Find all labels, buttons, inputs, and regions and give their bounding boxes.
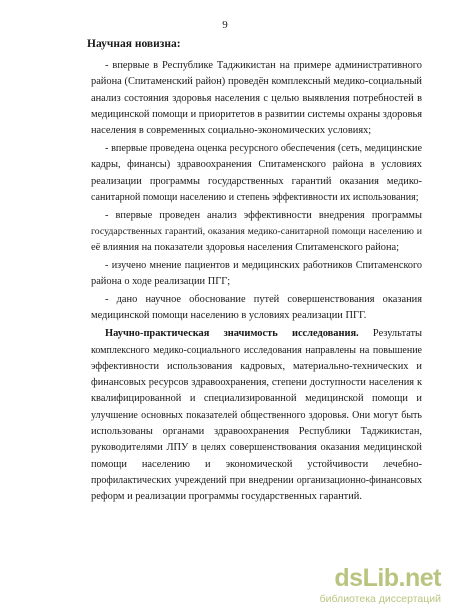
watermark — [301, 564, 441, 610]
document-body — [91, 58, 422, 506]
text-line: - изучено мнение пациентов и медицинских работников Спитаменского — [105, 260, 422, 272]
text-line: профилактических учреждений при внедрении организационно-финансовых — [91, 474, 422, 486]
text-line: реформ и реализации программы государственных гарантий. — [91, 491, 362, 503]
text-line: государственных гарантий, оказания медико-санитарной помощи населению и — [91, 225, 422, 237]
text-line: района (Спитаменский район) проведён комплексный медико-социальный — [91, 76, 422, 88]
text-line: эффективности использования кадровых, материально-технических и — [91, 360, 422, 372]
text-line: населения в современных социально-экономических условиях; — [91, 125, 372, 137]
practical-heading: Научно-практическая значимость исследования. — [105, 328, 359, 340]
text-line: её влияния на показатели здоровья населения Спитаменского района; — [91, 242, 400, 254]
text-line: финансовых ресурсов здравоохранения, степени доступности населения к — [91, 377, 422, 389]
text-line: района о ходе реализации ПГГ; — [91, 276, 231, 288]
text-line: реализации программы государственных гарантий оказания медико- — [91, 175, 422, 187]
practical-significance-paragraph — [91, 326, 422, 505]
text-line: - впервые проведен анализ эффективности внедрения программы — [105, 209, 422, 221]
practical-first-line — [91, 326, 422, 342]
novelty-item-1 — [91, 58, 422, 139]
text-line: медицинской помощи населению в условиях реализации ПГГ. — [91, 310, 367, 322]
novelty-item-3 — [91, 208, 422, 257]
novelty-item-2 — [91, 141, 422, 206]
text-line: использованы органами здравоохранения Республики Таджикистан, — [91, 426, 422, 438]
text-fragment: Результаты — [372, 328, 422, 340]
text-line: - впервые проведена оценка ресурсного обеспечения (сеть, медицинские — [105, 142, 422, 154]
text-line: санитарной помощи населению и степень эффективности их использования; — [91, 191, 419, 203]
text-line: - дано научное обоснование путей совершенствования оказания — [105, 294, 422, 306]
novelty-item-5 — [91, 292, 422, 325]
text-line: анализ состояния здоровья населения с целью выявления потребностей в — [91, 92, 422, 104]
watermark-tagline: библиотека диссертаций — [319, 593, 441, 605]
text-line: медицинской помощи и приоритетов в развитии системы охраны здоровья — [91, 108, 422, 120]
text-line: квалифицированной и специализированной медицинской помощи и — [91, 393, 422, 405]
text-line: кадры, финансы) здравоохранения Спитаменского района в условиях — [91, 159, 422, 171]
text-line: улучшение основных показателей общественного здоровья. Они могут быть — [91, 409, 422, 421]
text-line: - впервые в Республике Таджикистан на примере административного — [105, 60, 422, 71]
section-heading-novelty: Научная новизна: — [87, 38, 181, 50]
text-line: комплексного медико-социального исследования направлены на повышение — [91, 344, 422, 356]
text-line: руководителями ЛПУ в целях совершенствования оказания медицинской — [91, 442, 422, 454]
watermark-logo: dsLib.net — [334, 564, 441, 592]
text-line: помощи населению и экономической устойчивости лечебно- — [91, 458, 422, 470]
novelty-item-4 — [91, 258, 422, 291]
page-number: 9 — [222, 19, 228, 31]
